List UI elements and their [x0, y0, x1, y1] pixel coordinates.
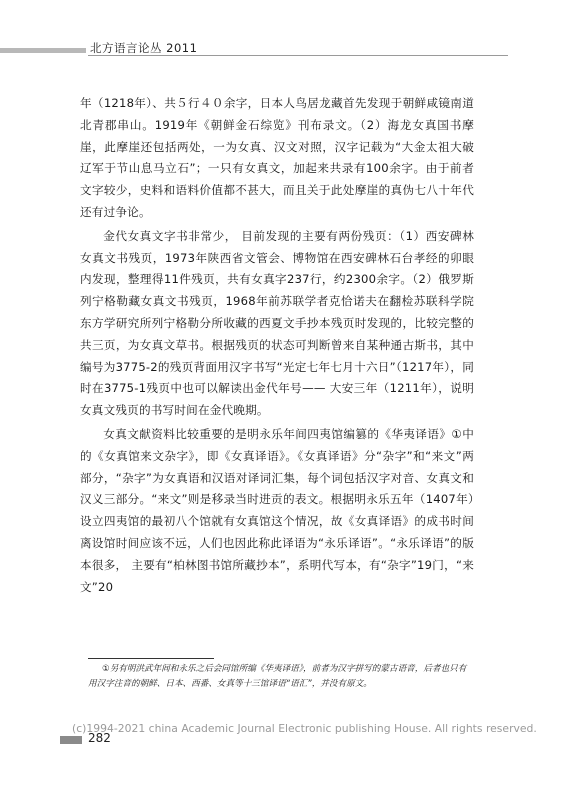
- copyright-watermark: (c)1994-2021 china Academic Journal Electronic publishing House. All rights reserved.: [72, 722, 537, 735]
- footnote-rule: [88, 658, 214, 659]
- paragraph-1: 年（1218年）、共５行４０余字，日本人鸟居龙藏首先发现于朝鲜咸镜南道北青郡串山。1919年《朝鲜金石综览》刊布录文。（2）海龙女真国书摩崖，此摩崖还包括两处，一为女真、汉文对照，汉字记载为“大金太祖大破辽军于节山息马立石”；一只有女真文，加起来共录有100余字。由于前者文字较少，史料和语料价值都不甚大，而且关于此处摩崖的真伪七八十年代还有过争论。: [80, 96, 474, 219]
- paragraph-3: 女真文献资料比较重要的是明永乐年间四夷馆编篡的《华夷译语》①中的《女真馆来文杂字》，即《女真译语》。《女真译语》分“杂字”和“来文”两部分，“杂字”为女真语和汉语对译词汇集，每个词包括汉字对音、女真文和汉义三部分。“来文”则是移录当时进贡的表文。根据明永乐五年（1407年）设立四夷馆的最初八个馆就有女真馆这个情况，故《女真译语》的成书时间离设馆时间应该不远，人们也因此称此译语为“永乐译语”。“永乐译语”的版本很多， 主要有“柏林图书馆所藏抄本”，系明代写本，有“杂字”19门，“来文”20: [80, 426, 474, 594]
- page-number: 282: [88, 731, 111, 745]
- header-bar: [0, 48, 86, 53]
- header-rule: [88, 55, 508, 56]
- paragraph-2: 金代女真文字书非常少， 目前发现的主要有两份残页：（1）西安碑林女真文书残页，1973年陕西省文管会、博物馆在西安碑林石台孝经的卯眼内发现，整理得11件残页，共有女真字237行，约2300余字。（2）俄罗斯列宁格勒藏女真文书残页，1968年前苏联学者克恰诺夫在翻检苏联科学院东方学研究所列宁格勒分所收藏的西夏文手抄本残页时发现的，比较完整的共三页，为女真文草书。根据残页的状态可判断曾来自某种通古斯书，其中编号为3775-2的残页背面用汉字书写“光定七年七月十六日”（1217年），同时在3775-1残页中也可以解读出金代年号—— 大安三年（1211年），说明女真文残页的书写时间在金代晚期。: [80, 228, 474, 418]
- page-number-marker: [60, 736, 82, 744]
- article-body: [80, 93, 474, 598]
- footnote: ①另有明洪武年间和永乐之后会同馆所编《华夷译语》，前者为汉字拼写的蒙古语音，后者也只有用汉字注音的朝鲜、日本、西番、女真等十三馆译语“语汇”，并没有原文。: [88, 664, 467, 689]
- running-header-title: 北方语言论丛 2011: [90, 41, 198, 55]
